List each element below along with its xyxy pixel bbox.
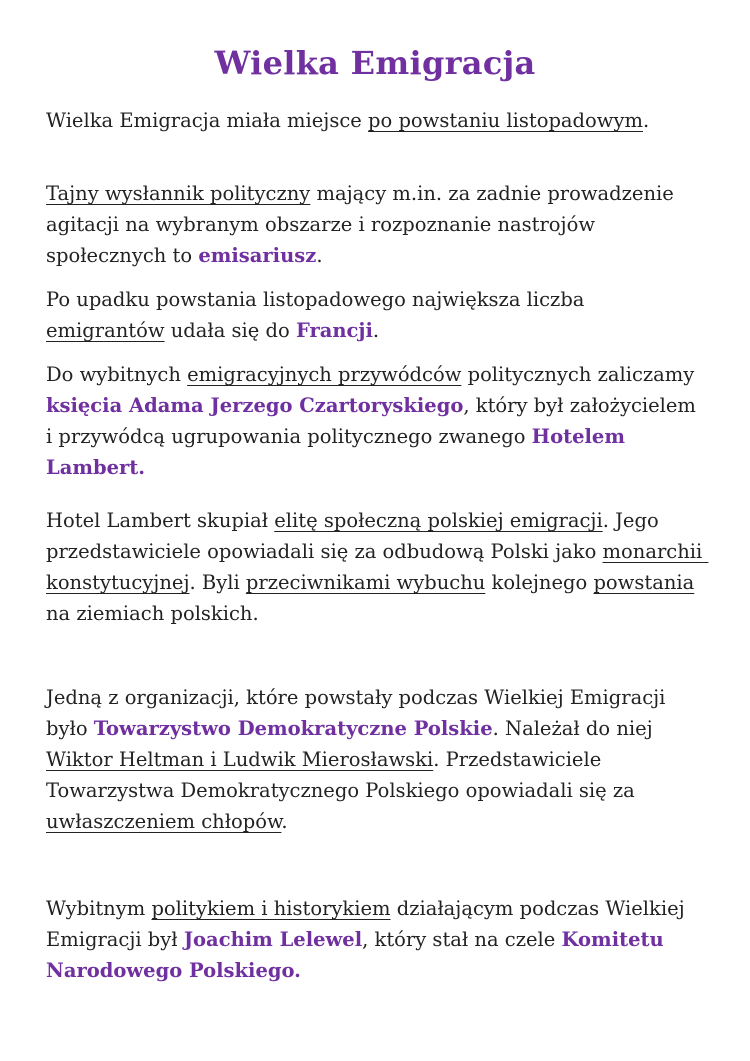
- text-run: mający m.in. za zadnie prowadzenie agitacji na wybranym obszarze i rozpoznanie nastrojów społecznych to: [46, 182, 681, 267]
- underlined-term: elitę społeczną polskiej emigracji: [274, 509, 603, 532]
- highlighted-term: księcia Adama Jerzego Czartoryskiego: [46, 394, 464, 417]
- text-run: .: [642, 109, 650, 132]
- page-title: Wielka Emigracja: [214, 44, 536, 82]
- text-run: , który stał na czele: [362, 928, 562, 951]
- text-run: Wielka Emigracja miała miejsce: [46, 109, 369, 132]
- text-run: .: [281, 810, 288, 833]
- text-run: Hotel Lambert skupiał: [46, 509, 275, 532]
- text-run: .: [316, 244, 323, 267]
- highlighted-term: Hotelem Lambert.: [46, 425, 632, 479]
- paragraph-1: [46, 105, 706, 136]
- text-run: Po upadku powstania listopadowego największa liczba: [46, 288, 591, 311]
- paragraph-2: [46, 178, 706, 271]
- text-run: , który był założycielem i przywódcą ugrupowania politycznego zwanego: [46, 394, 703, 448]
- underlined-term: monarchii konstytucyjnej: [46, 540, 709, 594]
- underlined-term: Wiktor Heltman i Ludwik Mierosławski: [46, 748, 434, 771]
- underlined-term: emigracyjnych przywódców: [187, 363, 462, 386]
- text-run: politycznych zaliczamy: [461, 363, 701, 386]
- underlined-term: po powstaniu listopadowym: [368, 109, 643, 132]
- text-run: kolejnego: [485, 571, 594, 594]
- paragraph-5: [46, 505, 709, 629]
- highlighted-term: Towarzystwo Demokratyczne Polskie: [93, 717, 493, 740]
- underlined-term: politykiem i historykiem: [151, 897, 391, 920]
- paragraph-6: [46, 682, 706, 837]
- text-run: Wybitnym: [46, 897, 152, 920]
- highlighted-term: Komitetu Narodowego Polskiego.: [46, 928, 671, 982]
- highlighted-term: emisariusz: [198, 244, 317, 267]
- paragraph-3: [46, 284, 706, 346]
- text-run: Jedną z organizacji, które powstały podczas Wielkiej Emigracji było: [46, 686, 672, 740]
- text-run: . Jego przedstawiciele opowiadali się za odbudową Polski jako: [46, 509, 665, 563]
- highlighted-term: Joachim Lelewel: [183, 928, 363, 951]
- text-run: . Byli: [189, 571, 246, 594]
- paragraph-4: [46, 359, 706, 483]
- text-run: . Przedstawiciele Towarzystwa Demokratycznego Polskiego opowiadali się za: [46, 748, 641, 802]
- underlined-term: powstania: [593, 571, 695, 594]
- underlined-term: emigrantów: [46, 319, 165, 342]
- underlined-term: Tajny wysłannik polityczny: [46, 182, 311, 205]
- text-run: działającym podczas Wielkiej Emigracji był: [46, 897, 691, 951]
- text-run: Do wybitnych: [46, 363, 188, 386]
- text-run: . Należał do niej: [492, 717, 659, 740]
- text-run: .: [372, 319, 380, 342]
- text-run: na ziemiach polskich.: [46, 571, 701, 625]
- text-run: udała się do: [164, 319, 296, 342]
- highlighted-term: Francji: [295, 319, 373, 342]
- underlined-term: przeciwnikami wybuchu: [245, 571, 486, 594]
- paragraph-7: [46, 893, 706, 986]
- underlined-term: uwłaszczeniem chłopów: [46, 810, 282, 833]
